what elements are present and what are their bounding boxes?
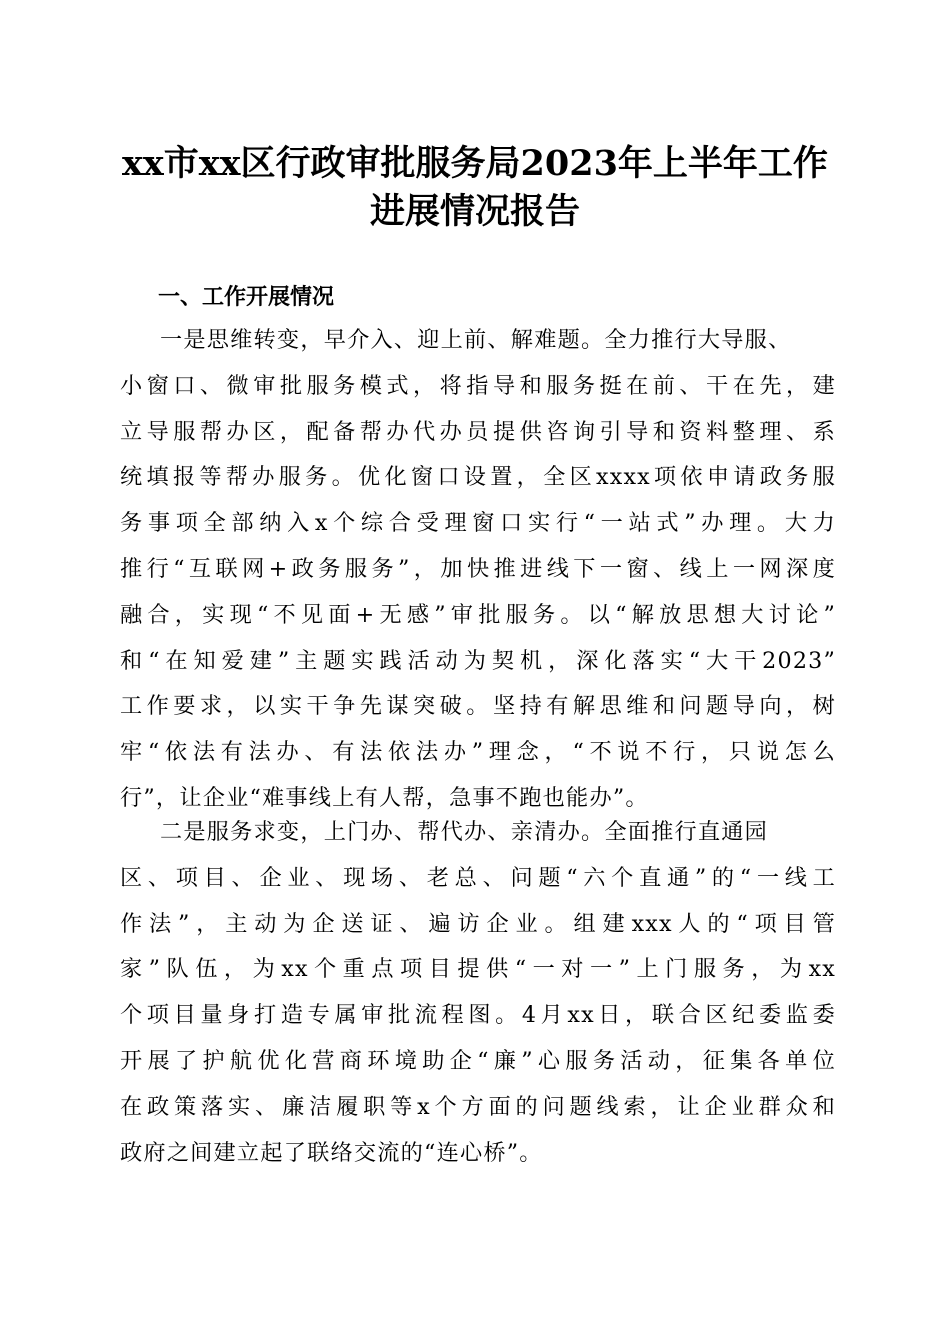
- paragraph-line: 二是服务求变，上门办、帮代办、亲清办。全面推行直通园: [160, 819, 769, 845]
- paragraph-2: [120, 810, 836, 1176]
- title-line-1: xx市xx区行政审批服务局2023年上半年工作: [122, 143, 828, 184]
- document-title: [100, 140, 850, 236]
- paragraph-line: 个项目量身打造专属审批流程图。4月xx日，联合区纪委监委: [120, 1002, 836, 1029]
- paragraph-line: 和“在知爱建”主题实践活动为契机，深化落实“大干2023”: [120, 647, 836, 674]
- paragraph-line: 小窗口、微审批服务模式，将指导和服务挺在前、干在先，建: [120, 372, 836, 399]
- paragraph-line: 推行“互联网+政务服务”，加快推进线下一窗、线上一网深度: [120, 555, 836, 582]
- paragraph-line: 牢“依法有法办、有法依法办”理念，“不说不行，只说怎么: [120, 739, 836, 766]
- paragraph-line: 务事项全部纳入x个综合受理窗口实行“一站式”办理。大力: [120, 510, 836, 537]
- paragraph-line: 家”队伍，为xx个重点项目提供“一对一”上门服务，为xx: [120, 956, 836, 983]
- paragraph-line: 政府之间建立起了联络交流的“连心桥”。: [120, 1139, 543, 1166]
- paragraph-line: 一是思维转变，早介入、迎上前、解难题。全力推行大导服、: [160, 327, 792, 353]
- paragraph-line: 立导服帮办区，配备帮办代办员提供咨询引导和资料整理、系: [120, 418, 836, 445]
- paragraph-1: [120, 318, 836, 822]
- title-line-2: 进展情况报告: [369, 191, 580, 232]
- paragraph-line: 行”，让企业“难事线上有人帮，急事不跑也能办”。: [120, 784, 649, 811]
- paragraph-line: 融合，实现“不见面+无感”审批服务。以“解放思想大讨论”: [120, 601, 836, 628]
- paragraph-line: 工作要求，以实干争先谋突破。坚持有解思维和问题导向，树: [120, 693, 836, 720]
- paragraph-line: 开展了护航优化营商环境助企“廉”心服务活动，征集各单位: [120, 1047, 836, 1074]
- paragraph-line: 统填报等帮办服务。优化窗口设置，全区xxxx项依申请政务服: [120, 464, 836, 491]
- paragraph-line: 区、项目、企业、现场、老总、问题“六个直通”的“一线工: [120, 864, 836, 891]
- paragraph-line: 作法”，主动为企送证、遍访企业。组建xxx人的“项目管: [120, 910, 836, 937]
- paragraph-line: 在政策落实、廉洁履职等x个方面的问题线索，让企业群众和: [120, 1093, 836, 1120]
- section-heading: 一、工作开展情况: [158, 285, 335, 310]
